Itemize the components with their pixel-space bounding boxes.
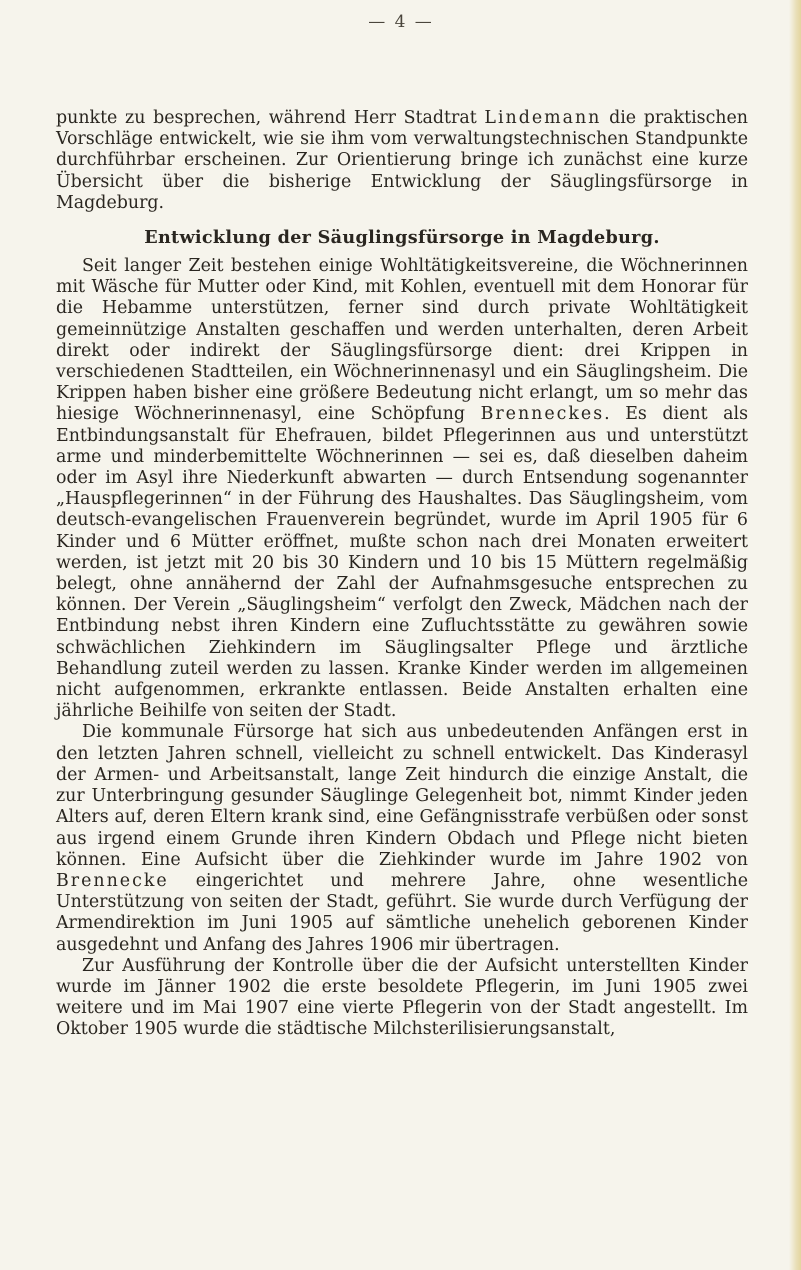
paragraph-2-text-2: eingerichtet und mehrere Jahre, ohne wesentliche Unterstützung von seiten der Stadt, geführt. Sie wurde durch Verfügung der Armendirektion im Juni 1905 auf sämtliche unehelich geborenen Kinder ausgedehnt und Anfang des Jahres 1906 mir übertragen. (56, 870, 748, 955)
person-name: Lindemann (484, 108, 602, 128)
paragraph-1 (56, 256, 748, 722)
page-body (56, 108, 748, 1041)
page-edge-shadow (789, 0, 801, 1270)
paragraph-1-text-2: . Es dient als Entbindungsanstalt für Ehefrauen, bildet Pflegerinnen aus und unterstützt arme und minderbemittelte Wöchnerinnen — sei es, daß dieselben daheim oder im Asyl ihre Niederkunft abwarten — durch Entsendung sogenannter „Hauspflegerinnen“ in der Führung des Haushaltes. Das Säuglingsheim, vom deutsch-evangelischen Frauenverein begründet, wurde im April 1905 für 6 Kinder und 6 Mütter eröffnet, mußte schon nach drei Monaten erweitert werden, ist jetzt mit 20 bis 30 Kindern und 10 bis 15 Müttern regelmäßig belegt, ohne annähernd der Zahl der Aufnahmsgesuche entsprechen zu können. Der Verein „Säuglingsheim“ verfolgt den Zweck, Mädchen nach der Entbindung nebst ihren Kindern eine Zufluchtsstätte zu gewähren sowie schwächlichen Ziehkindern im Säuglingsalter Pflege und ärztliche Behandlung zuteil werden zu lassen. Kranke Kinder werden im allgemeinen nicht aufgenommen, erkrankte entlassen. Beide Anstalten erhalten eine jährliche Beihilfe von seiten der Stadt. (56, 404, 749, 722)
intro-text-1: punkte zu besprechen, während Herr Stadtrat (56, 108, 485, 128)
section-heading: Entwicklung der Säuglingsfürsorge in Magdeburg. (144, 227, 660, 249)
paragraph-2-text-1: Die kommunale Fürsorge hat sich aus unbedeutenden Anfängen erst in den letzten Jahren schnell, vielleicht zu schnell entwickelt. Das Kinderasyl der Armen- und Arbeitsanstalt, lange Zeit hindurch die einzige Anstalt, die zur Unterbringung gesunder Säuglinge Gelegenheit bot, nimmt Kinder jeden Alters auf, deren Eltern krank sind, eine Gefängnisstrafe verbüßen oder sonst aus irgend einem Grunde ihren Kindern Obdach und Pflege nicht bieten können. Eine Aufsicht über die Ziehkinder wurde im Jahre 1902 von (56, 722, 748, 870)
page-number: — 4 — (368, 12, 434, 32)
intro-paragraph (56, 108, 748, 214)
paragraph-2 (56, 722, 748, 955)
paragraph-1-text-1: Seit langer Zeit bestehen einige Wohltätigkeitsvereine, die Wöchnerinnen mit Wäsche für Mutter oder Kind, mit Kohlen, eventuell mit dem Honorar für die Hebamme unterstützen, ferner sind durch private Wohltätigkeit gemeinnützige Anstalten geschaffen und werden unterhalten, deren Arbeit direkt oder indirekt der Säuglingsfürsorge dient: drei Krippen in verschiedenen Stadtteilen, ein Wöchnerinnenasyl und ein Säuglingsheim. Die Krippen haben bisher eine größere Bedeutung nicht erlangt, um so mehr das hiesige Wöchnerinnenasyl, eine Schöpfung (56, 256, 748, 425)
person-name: Brennecke (56, 870, 169, 891)
person-name: Brenneckes (480, 404, 605, 425)
intro-text-2: die praktischen Vorschläge entwickelt, wie sie ihm vom verwaltungstechnischen Standpunkte durchführbar erscheinen. Zur Orientierung bringe ich zunächst eine kurze Übersicht über die bisherige Entwicklung der Säuglingsfürsorge in Magdeburg. (56, 108, 748, 213)
paragraph-3: Zur Ausführung der Kontrolle über die der Aufsicht unterstellten Kinder wurde im Jänner 1902 die erste besoldete Pflegerin, im Juni 1905 zwei weitere und im Mai 1907 eine vierte Pflegerin von der Stadt angestellt. Im Oktober 1905 wurde die städtische Milchsterilisierungsanstalt, (56, 955, 748, 1040)
